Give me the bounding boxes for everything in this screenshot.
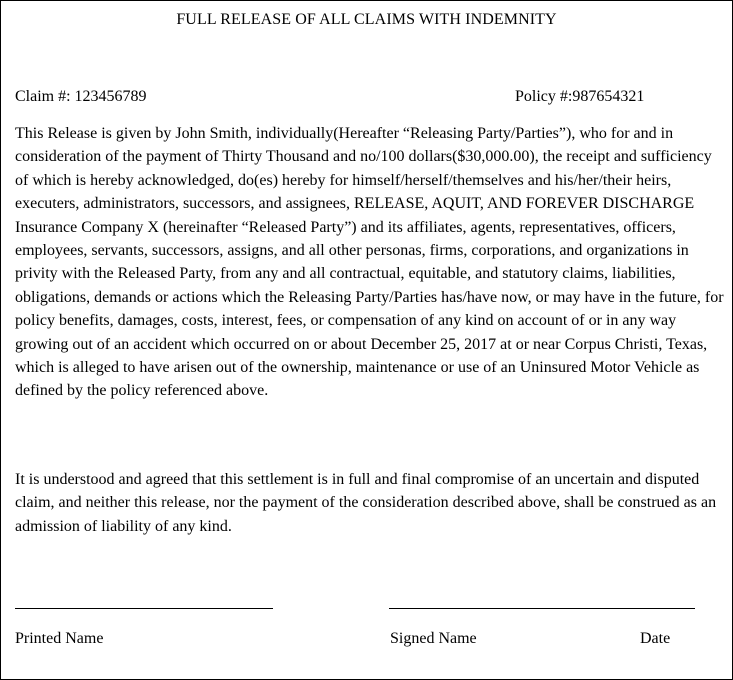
release-paragraph: This Release is given by John Smith, individually(Hereafter “Releasing Party/Parties”), who for and in consideration of the payment of Thirty Thousand and no/100 dollars($30,000.00), the receipt and sufficiency of which is hereby acknowledged, do(es) hereby for himself/herself/themselves and his/her/their heirs, executers, administrators, successors, and assignees, RELEASE, AQUIT, AND FOREVER DISCHARGE Insurance Company X (hereinafter “Released Party”) and its affiliates, agents, representatives, officers, employees, servants, successors, assigns, and all other personas, firms, corporations, and organizations in privity with the Released Party, from any and all contractual, equitable, and statutory claims, liabilities, obligations, demands or actions which the Releasing Party/Parties has/have now, or may have in the future, for policy benefits, damages, costs, interest, fees, or compensation of any kind on account of or in any way growing out of an accident which occurred on or about December 25, 2017 at or near Corpus Christi, Texas, which is alleged to have arisen out of the ownership, maintenance or use of an Uninsured Motor Vehicle as defined by the policy referenced above. (15, 125, 724, 400)
date-label: Date (640, 630, 671, 647)
printed-name-line (15, 608, 273, 609)
signed-name-line (389, 608, 695, 609)
signed-name-label: Signed Name (390, 630, 477, 647)
policy-number: Policy #:987654321 (515, 88, 645, 105)
claim-number: Claim #: 123456789 (15, 88, 147, 105)
settlement-paragraph: It is understood and agreed that this settlement is in full and final compromise of an uncertain and disputed claim, and neither this release, nor the payment of the consideration described above, shall be construed as an admission of liability of any kind. (15, 471, 717, 535)
document-title: FULL RELEASE OF ALL CLAIMS WITH INDEMNITY (176, 11, 557, 28)
printed-name-label: Printed Name (15, 630, 104, 647)
